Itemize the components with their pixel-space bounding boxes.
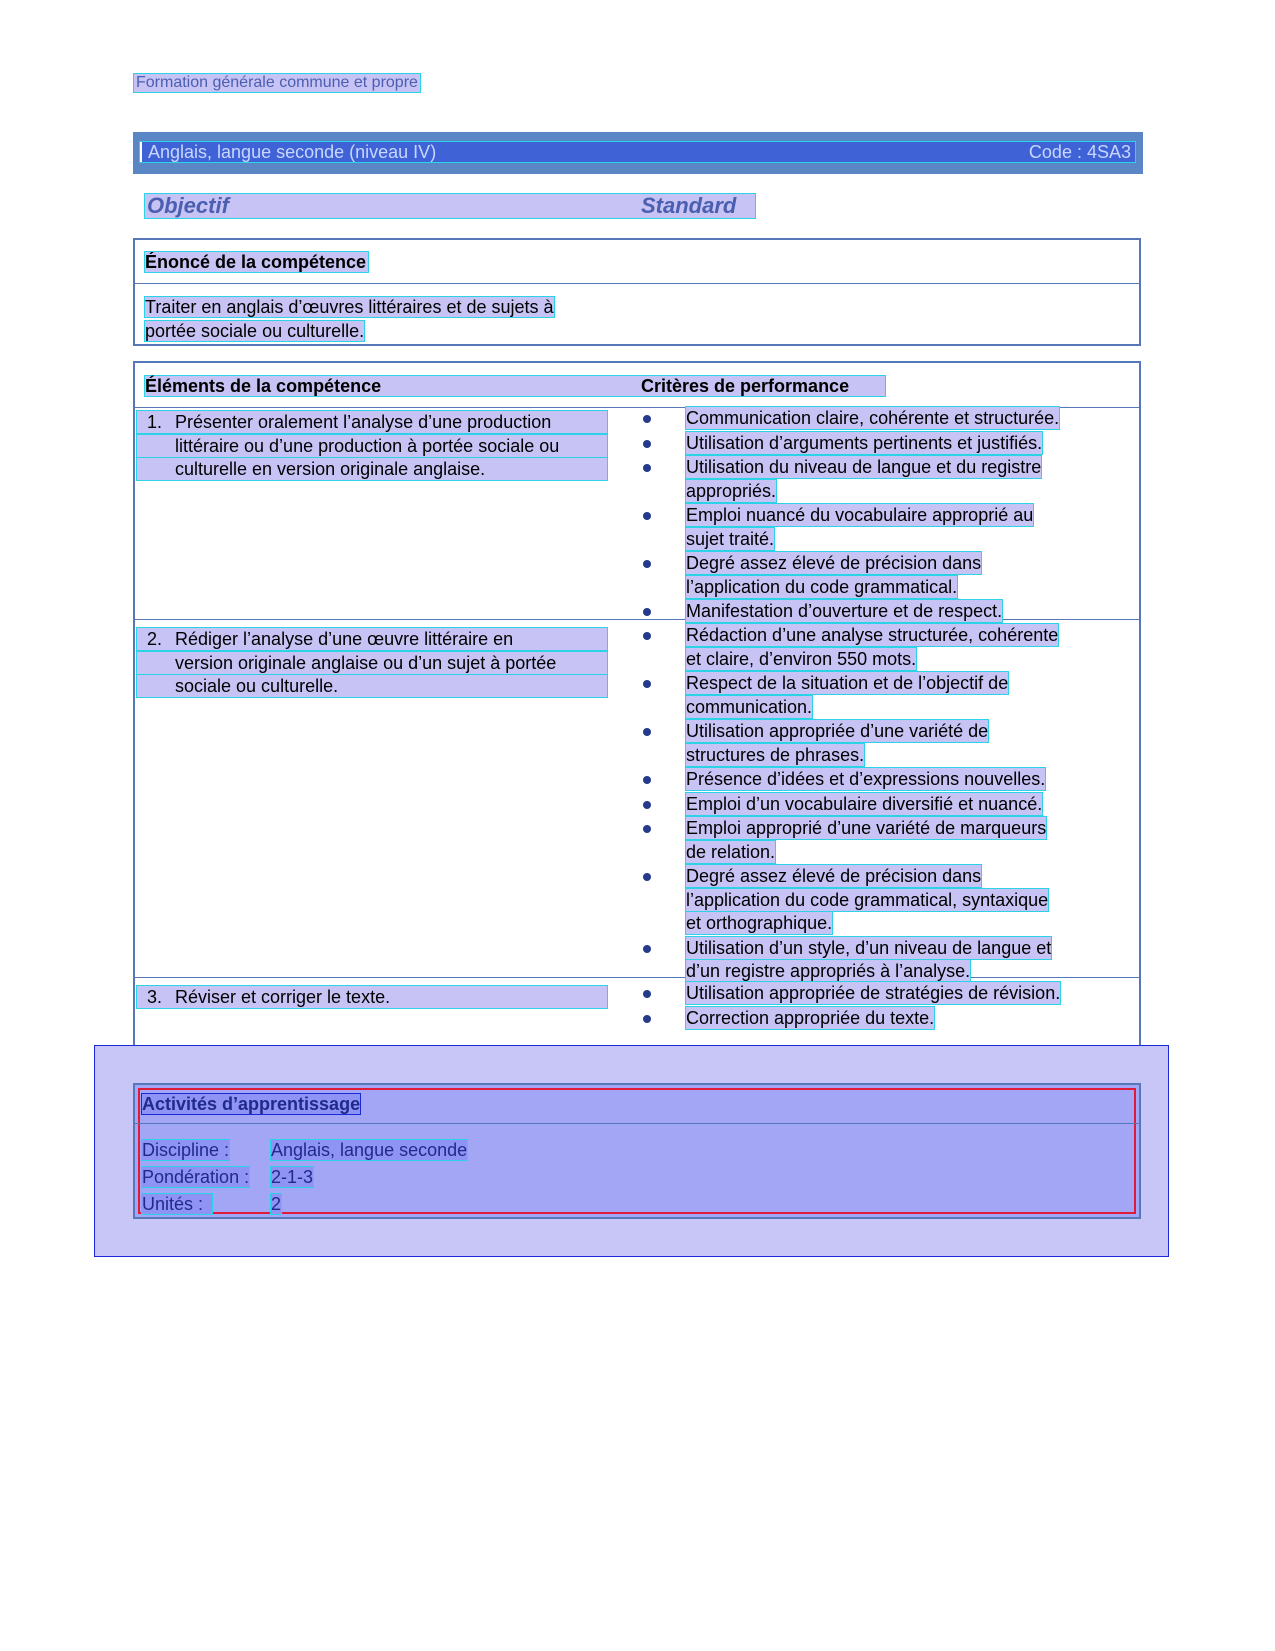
- element-line: [137, 435, 607, 457]
- element-text: Réviser et corriger le texte.: [175, 987, 391, 1007]
- criterion-line: communication.: [686, 696, 813, 717]
- bullet-icon: [643, 632, 651, 640]
- activites-box: [133, 1083, 1141, 1219]
- ponderation-line: [142, 1167, 314, 1187]
- criterion-line: Respect de la situation et de l’objectif de: [686, 673, 1009, 693]
- bullet-icon: [643, 608, 651, 616]
- criterion-line: et claire, d’environ 550 mots.: [686, 648, 917, 669]
- bullet-icon: [643, 873, 651, 881]
- ponderation-value: 2-1-3: [271, 1167, 314, 1187]
- element-text: littéraire ou d’une production à portée sociale ou: [175, 435, 560, 456]
- criterion-line: Emploi nuancé du vocabulaire approprié au: [686, 505, 1034, 525]
- element-line: [137, 458, 607, 480]
- enonce-header: [135, 240, 1139, 284]
- elements-header-row: [145, 376, 885, 396]
- bullet-icon: [643, 825, 651, 833]
- element-line: [137, 628, 607, 650]
- bullet-icon: [643, 990, 651, 998]
- running-head: Formation générale commune et propre: [136, 74, 418, 91]
- bullet-icon: [643, 728, 651, 736]
- course-title: Anglais, langue seconde (niveau IV): [148, 142, 437, 162]
- unites-line: [142, 1194, 282, 1214]
- course-title-bar: [133, 132, 1143, 174]
- bullet-icon: [643, 945, 651, 953]
- objectif-standard-row: [145, 194, 755, 218]
- enonce-body: [145, 295, 615, 343]
- bullet-icon: [643, 440, 651, 448]
- discipline-label: Discipline :: [142, 1140, 230, 1160]
- unites-value: 2: [271, 1194, 282, 1214]
- elements-header: [135, 363, 1139, 408]
- discipline-value: Anglais, langue seconde: [271, 1140, 468, 1160]
- criterion-line: Emploi d’un vocabulaire diversifié et nuancé.: [686, 793, 1043, 814]
- element-line: [137, 411, 607, 433]
- bullet-icon: [643, 560, 651, 568]
- criterion-line: d’un registre appropriés à l’analyse.: [686, 961, 971, 981]
- elements-col-heading: Éléments de la compétence: [145, 376, 382, 396]
- activites-heading: Activités d’apprentissage: [142, 1094, 361, 1114]
- element-number: 2.: [147, 629, 163, 649]
- discipline-line: [142, 1140, 468, 1160]
- elements-table: [133, 361, 1141, 1073]
- criterion-line: Présence d’idées et d’expressions nouvelles.: [686, 769, 1046, 789]
- criterion-line: sujet traité.: [686, 528, 775, 549]
- criterion-line: Utilisation d’un style, d’un niveau de langue et: [686, 937, 1052, 958]
- criterion-line: Utilisation appropriée de stratégies de révision.: [686, 983, 1061, 1003]
- enonce-line: Traiter en anglais d’œuvres littéraires et de sujets à: [145, 297, 554, 317]
- element-text: version originale anglaise ou d’un sujet à portée: [175, 652, 557, 673]
- objectif-label: Objectif: [147, 193, 229, 218]
- criterion-line: Utilisation du niveau de langue et du registre: [686, 457, 1042, 477]
- course-title-inner: [140, 142, 1135, 162]
- enonce-heading: Énoncé de la compétence: [145, 252, 367, 272]
- element-line: [137, 675, 607, 697]
- criterion-line: l’application du code grammatical.: [686, 576, 958, 597]
- element-text: sociale ou culturelle.: [175, 676, 339, 696]
- element-line: [137, 652, 607, 674]
- enonce-box: [133, 238, 1141, 346]
- criterion-line: Degré assez élevé de précision dans: [686, 866, 982, 886]
- enonce-line: portée sociale ou culturelle.: [145, 321, 365, 341]
- bullet-icon: [643, 512, 651, 520]
- criterion-line: Rédaction d’une analyse structurée, cohérente: [686, 625, 1059, 645]
- bullet-icon: [643, 801, 651, 809]
- element-number: 3.: [147, 987, 163, 1007]
- criterion-line: Correction appropriée du texte.: [686, 1007, 935, 1028]
- activites-header: [135, 1085, 1139, 1124]
- bullet-icon: [643, 680, 651, 688]
- standard-label: Standard: [641, 193, 737, 218]
- element-text: Rédiger l’analyse d’une œuvre littéraire en: [175, 629, 514, 649]
- element-line: [137, 986, 607, 1008]
- criterion-line: structures de phrases.: [686, 744, 865, 765]
- criterion-line: Degré assez élevé de précision dans: [686, 553, 982, 573]
- criterion-line: Utilisation d’arguments pertinents et justifiés.: [686, 432, 1043, 453]
- course-code: Code : 4SA3: [1028, 142, 1131, 162]
- criterion-line: l’application du code grammatical, syntaxique: [686, 889, 1049, 910]
- criteria-col-heading: Critères de performance: [641, 376, 850, 396]
- ponderation-label: Pondération :: [142, 1167, 250, 1187]
- bullet-icon: [643, 776, 651, 784]
- criterion-line: Communication claire, cohérente et structurée.: [686, 408, 1060, 428]
- bullet-icon: [643, 415, 651, 423]
- criterion-line: Emploi approprié d’une variété de marqueurs: [686, 818, 1047, 838]
- bullet-icon: [643, 1015, 651, 1023]
- element-text: Présenter oralement l’analyse d’une production: [175, 412, 552, 432]
- criterion-line: appropriés.: [686, 480, 777, 501]
- criterion-line: et orthographique.: [686, 913, 833, 933]
- bullet-icon: [643, 464, 651, 472]
- criterion-line: Manifestation d’ouverture et de respect.: [686, 601, 1003, 621]
- criterion-line: Utilisation appropriée d’une variété de: [686, 721, 989, 741]
- element-number: 1.: [147, 412, 163, 432]
- unites-label: Unités :: [142, 1194, 212, 1214]
- element-text: culturelle en version originale anglaise.: [175, 459, 486, 479]
- criterion-line: de relation.: [686, 841, 776, 862]
- row-separator: [135, 977, 1139, 978]
